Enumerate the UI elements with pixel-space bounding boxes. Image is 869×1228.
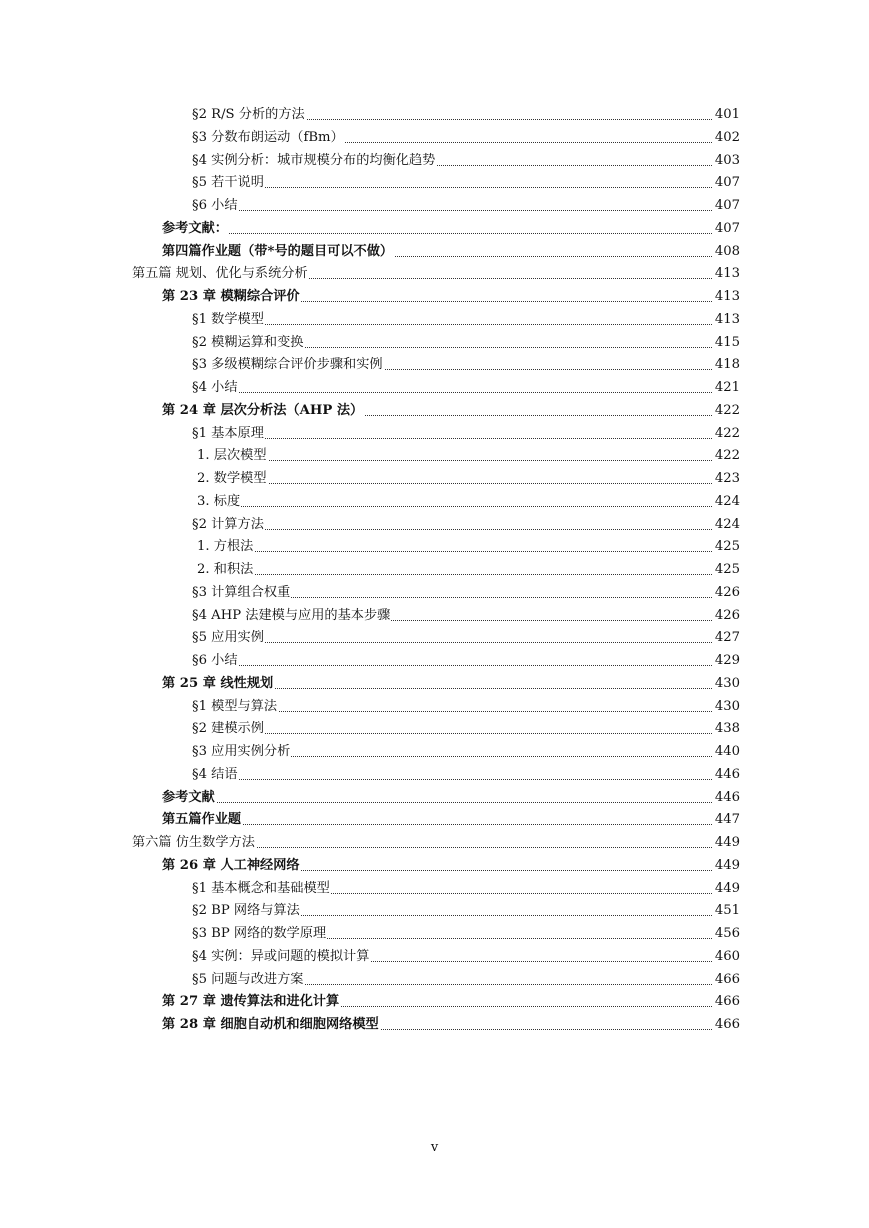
toc-entry-title: §2 建模示例 [192,718,265,741]
toc-entry-page: 422 [712,423,740,446]
dot-leader [192,642,714,643]
toc-entry[interactable] [0,263,869,286]
toc-entry[interactable] [0,309,869,332]
toc-entry-page: 466 [712,1014,740,1037]
toc-entry-title: §4 实例：异或问题的模拟计算 [192,946,370,969]
toc-entry-title: 1. 方根法 [197,536,254,559]
dot-leader [162,802,714,803]
dot-leader [192,438,714,439]
toc-entry[interactable] [0,400,869,423]
toc-entry-title: §5 若干说明 [192,172,265,195]
toc-entry[interactable] [0,605,869,628]
toc-entry-page: 421 [712,377,740,400]
toc-entry-title: §1 基本原理 [192,423,265,446]
toc-entry-page: 430 [712,696,740,719]
toc-entry-page: 424 [712,514,740,537]
toc-entry[interactable] [0,832,869,855]
toc-entry[interactable] [0,332,869,355]
toc-entry-title: §1 数学模型 [192,309,265,332]
toc-entry-title: §3 分数布朗运动（fBm） [192,127,345,150]
toc-entry-page: 425 [712,559,740,582]
toc-entry-title: 第六篇 仿生数学方法 [132,832,256,855]
toc-entry[interactable] [0,354,869,377]
toc-entry[interactable] [0,787,869,810]
toc-entry[interactable] [0,582,869,605]
toc-entry[interactable] [0,764,869,787]
toc-entry-title: §2 模糊运算和变换 [192,332,305,355]
table-of-contents [0,104,869,1037]
toc-entry-page: 402 [712,127,740,150]
toc-entry-page: 403 [712,150,740,173]
toc-entry[interactable] [0,900,869,923]
toc-entry[interactable] [0,809,869,832]
dot-leader [162,233,714,234]
toc-entry[interactable] [0,150,869,173]
toc-entry-title: §4 小结 [192,377,239,400]
toc-entry-page: 426 [712,605,740,628]
toc-entry-title: 3. 标度 [197,491,241,514]
dot-leader [197,506,714,507]
toc-entry-page: 423 [712,468,740,491]
toc-entry-page: 429 [712,650,740,673]
toc-entry-title: §4 结语 [192,764,239,787]
toc-entry[interactable] [0,423,869,446]
toc-entry[interactable] [0,855,869,878]
toc-entry-page: 446 [712,787,740,810]
toc-entry[interactable] [0,377,869,400]
toc-entry-title: 参考文献： [162,218,229,241]
toc-entry-page: 466 [712,969,740,992]
toc-entry-page: 446 [712,764,740,787]
toc-entry-title: §2 BP 网络与算法 [192,900,301,923]
toc-entry-title: §6 小结 [192,650,239,673]
dot-leader [192,665,714,666]
toc-entry-page: 449 [712,832,740,855]
toc-entry-page: 438 [712,718,740,741]
toc-entry-page: 425 [712,536,740,559]
toc-entry[interactable] [0,1014,869,1037]
toc-entry[interactable] [0,127,869,150]
toc-entry-title: 第 25 章 线性规划 [162,673,274,696]
dot-leader [197,551,714,552]
toc-entry-title: §3 多级模糊综合评价步骤和实例 [192,354,384,377]
toc-entry-page: 427 [712,627,740,650]
dot-leader [192,324,714,325]
toc-entry-page: 466 [712,991,740,1014]
toc-entry-title: 第 28 章 细胞自动机和细胞网络模型 [162,1014,380,1037]
dot-leader [192,733,714,734]
toc-entry[interactable] [0,559,869,582]
toc-entry[interactable] [0,878,869,901]
dot-leader [192,529,714,530]
toc-entry-page: 413 [712,286,740,309]
toc-entry[interactable] [0,468,869,491]
toc-entry-page: 413 [712,263,740,286]
dot-leader [192,779,714,780]
toc-entry-page: 413 [712,309,740,332]
toc-entry-title: §6 小结 [192,195,239,218]
dot-leader [192,392,714,393]
dot-leader [162,824,714,825]
dot-leader [197,574,714,575]
toc-entry-page: 456 [712,923,740,946]
toc-entry-page: 449 [712,855,740,878]
toc-entry-title: 第四篇作业题（带*号的题目可以不做） [162,241,394,264]
toc-entry-title: 2. 数学模型 [197,468,268,491]
toc-entry-page: 415 [712,332,740,355]
toc-entry-page: 460 [712,946,740,969]
toc-entry-title: §3 计算组合权重 [192,582,291,605]
toc-entry-page: 422 [712,445,740,468]
toc-entry[interactable] [0,650,869,673]
dot-leader [192,210,714,211]
toc-entry[interactable] [0,991,869,1014]
toc-entry-title: §5 问题与改进方案 [192,969,305,992]
toc-entry-title: 2. 和积法 [197,559,254,582]
toc-entry-page: 401 [712,104,740,127]
toc-entry-title: 第 27 章 遗传算法和进化计算 [162,991,340,1014]
toc-entry-page: 424 [712,491,740,514]
toc-entry-page: 407 [712,172,740,195]
page-number: v [430,1140,439,1155]
toc-entry-title: 第 23 章 模糊综合评价 [162,286,301,309]
toc-entry-page: 449 [712,878,740,901]
toc-entry[interactable] [0,195,869,218]
toc-entry-page: 440 [712,741,740,764]
toc-entry[interactable] [0,104,869,127]
toc-entry[interactable] [0,946,869,969]
toc-entry-title: §5 应用实例 [192,627,265,650]
dot-leader [197,460,714,461]
toc-entry[interactable] [0,241,869,264]
toc-entry-title: §3 应用实例分析 [192,741,291,764]
toc-entry-title: §2 计算方法 [192,514,265,537]
toc-entry-title: §4 AHP 法建模与应用的基本步骤 [192,605,391,628]
toc-entry[interactable] [0,741,869,764]
toc-entry[interactable] [0,445,869,468]
toc-entry-page: 426 [712,582,740,605]
toc-entry-page: 422 [712,400,740,423]
toc-entry[interactable] [0,286,869,309]
toc-entry-page: 430 [712,673,740,696]
toc-entry-title: 第 24 章 层次分析法（AHP 法） [162,400,364,423]
toc-entry-page: 407 [712,218,740,241]
toc-entry[interactable] [0,172,869,195]
toc-entry[interactable] [0,696,869,719]
toc-entry-title: §4 实例分析：城市规模分布的均衡化趋势 [192,150,436,173]
toc-entry-page: 407 [712,195,740,218]
toc-entry[interactable] [0,923,869,946]
toc-entry-title: §3 BP 网络的数学原理 [192,923,327,946]
toc-entry[interactable] [0,514,869,537]
toc-entry-page: 418 [712,354,740,377]
toc-entry[interactable] [0,491,869,514]
toc-entry[interactable] [0,627,869,650]
dot-leader [192,187,714,188]
toc-entry-title: §1 基本概念和基础模型 [192,878,331,901]
toc-entry[interactable] [0,673,869,696]
toc-entry[interactable] [0,536,869,559]
dot-leader [197,483,714,484]
toc-entry-page: 447 [712,809,740,832]
toc-entry-title: 1. 层次模型 [197,445,268,468]
toc-entry[interactable] [0,718,869,741]
toc-entry-page: 408 [712,241,740,264]
toc-entry-title: 参考文献 [162,787,216,810]
toc-entry-title: §1 模型与算法 [192,696,278,719]
toc-entry-page: 451 [712,900,740,923]
toc-entry-title: 第 26 章 人工神经网络 [162,855,301,878]
toc-entry[interactable] [0,218,869,241]
toc-entry-title: 第五篇作业题 [162,809,242,832]
toc-entry-title: §2 R/S 分析的方法 [192,104,306,127]
toc-entry[interactable] [0,969,869,992]
toc-entry-title: 第五篇 规划、优化与系统分析 [132,263,309,286]
